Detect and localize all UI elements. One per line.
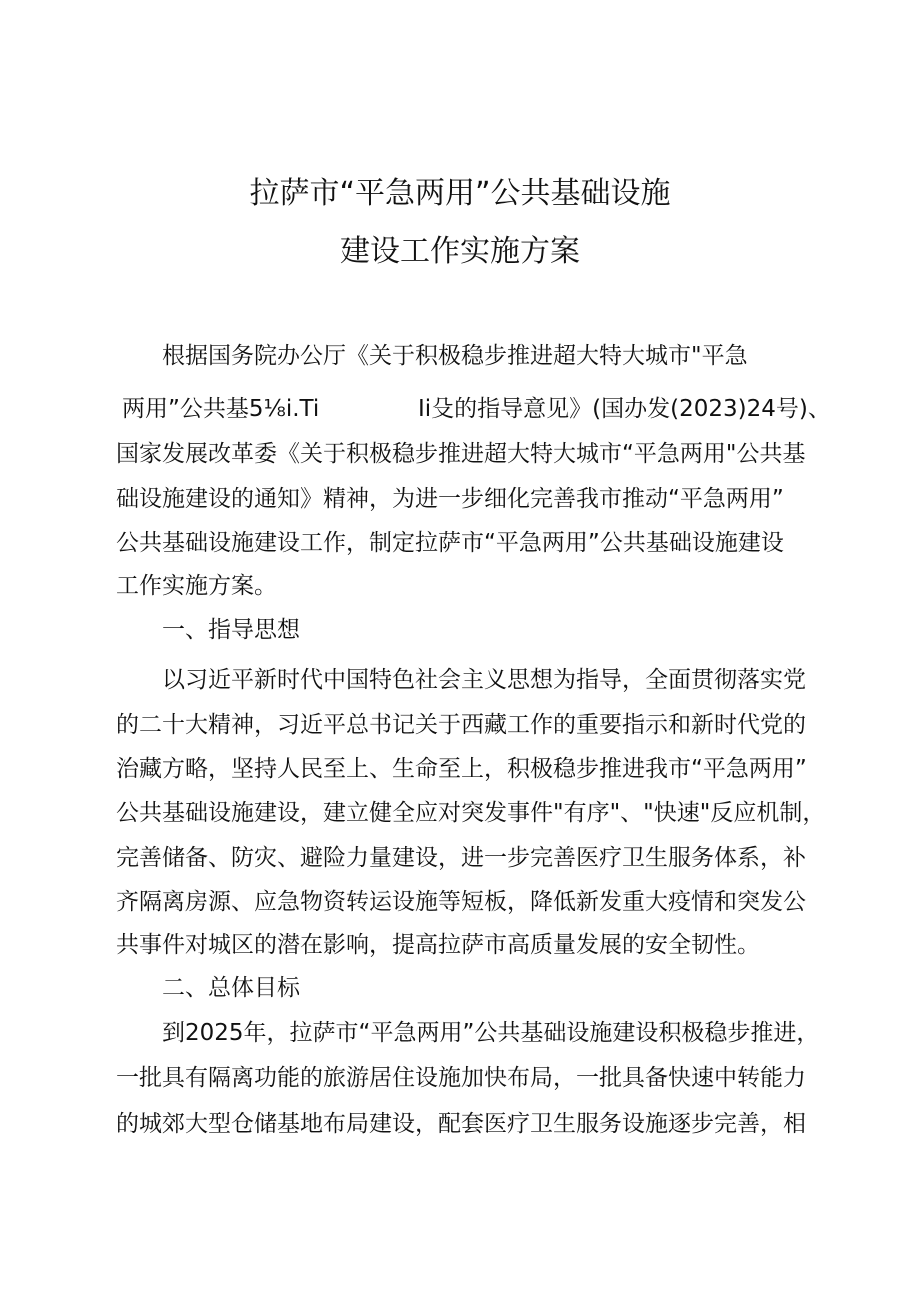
document-title-line-1: 拉萨市“平急两用”公共基础设施 (249, 176, 671, 211)
section-1-line-5: 完善储备、防灾、避险力量建设，进一步完善医疗卫生服务体系，补 (116, 845, 806, 871)
section-1-heading: 一、指导思想 (162, 617, 300, 643)
intro-line-6: 工作实施方案。 (116, 573, 277, 599)
intro-line-3: 国家发展改革委《关于积极稳步推进超大特大城市“平急两用"公共基 (116, 441, 806, 467)
section-2-line-3: 的城郊大型仓储基地布局建设，配套医疗卫生服务设施逐步完善，相 (116, 1111, 806, 1137)
section-1-line-4: 公共基础设施建设，建立健全应对突发事件"有序"、"快速"反应机制， (116, 800, 826, 826)
section-2-heading: 二、总体目标 (162, 975, 300, 1001)
intro-line-5: 公共基础设施建设工作，制定拉萨市“平急两用”公共基础设施建设 (116, 530, 784, 556)
intro-line-2b: Ii殳的指导意见》(国办发(2023)24号)、 (418, 396, 831, 422)
intro-line-4: 础设施建设的通知》精神，为进一步细化完善我市推动“平急两用” (116, 486, 784, 512)
section-1-line-7: 共事件对城区的潜在影响，提高拉萨市高质量发展的安全韧性。 (116, 932, 760, 958)
section-1-line-2: 的二十大精神，习近平总书记关于西藏工作的重要指示和新时代党的 (116, 712, 806, 738)
section-1-line-1: 以习近平新时代中国特色社会主义思想为指导，全面贯彻落实党 (162, 667, 806, 693)
section-2-line-2: 一批具有隔离功能的旅游居住设施加快布局，一批具备快速中转能力 (116, 1065, 806, 1091)
intro-line-1: 根据国务院办公厅《关于积极稳步推进超大特大城市"平急 (162, 343, 748, 369)
section-1-line-3: 治藏方略，坚持人民至上、生命至上，积极稳步推进我市“平急两用” (116, 756, 807, 782)
section-2-line-1: 到2025年，拉萨市“平急两用”公共基础设施建设积极稳步推进， (162, 1020, 820, 1046)
intro-line-2a: 两用”公共基5⅛i.Ti (122, 396, 320, 422)
section-1-line-6: 齐隔离房源、应急物资转运设施等短板，降低新发重大疫情和突发公 (116, 889, 806, 915)
document-title-line-2: 建设工作实施方案 (340, 234, 580, 269)
